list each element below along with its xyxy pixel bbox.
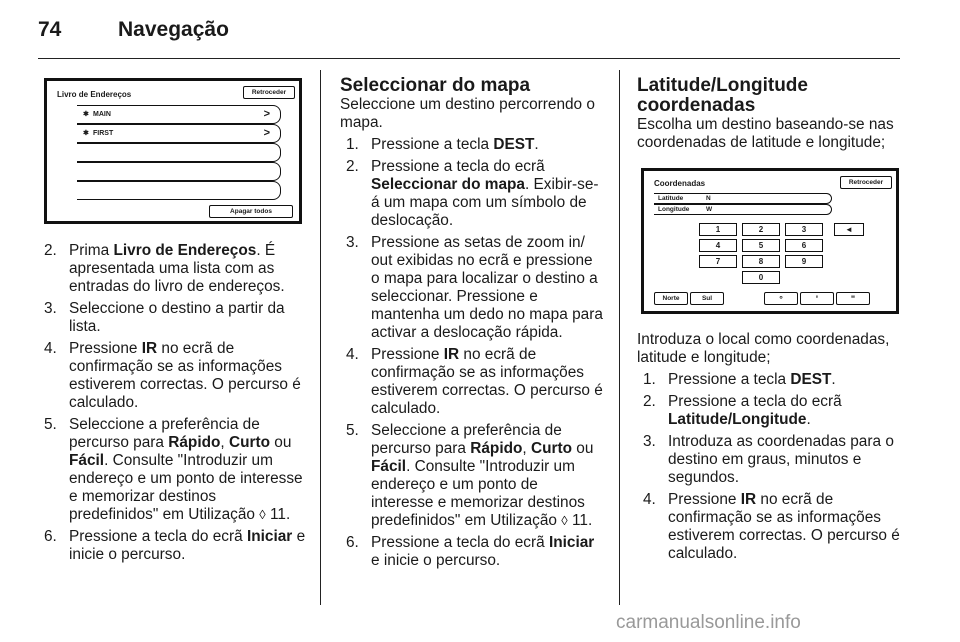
step-text: Introduza as coordenadas para o destino em graus, minutos e segundos. [668, 433, 894, 486]
step-text: Pressione [668, 491, 741, 508]
step-number: 4. [346, 346, 359, 363]
latitude-value: N [706, 195, 711, 202]
step-number: 1. [643, 371, 656, 388]
address-entry-empty[interactable] [77, 181, 281, 200]
bold-term: Rápido [168, 434, 221, 451]
bold-term: Iniciar [246, 528, 293, 545]
longitude-label: Longitude [658, 206, 690, 213]
step-item [346, 422, 604, 530]
step-number: 3. [346, 234, 359, 251]
step-item [643, 393, 907, 429]
step-text: Seleccione a preferência de percurso para [69, 416, 260, 451]
step-item [346, 346, 604, 418]
step-text: no ecrã de confirmação se as informações estiverem correctas. O percurso é calculado. [668, 491, 900, 562]
key-1[interactable]: 1 [699, 223, 737, 236]
right-steps-list [637, 371, 907, 563]
reference-arrow-icon: ◊ [561, 513, 568, 528]
address-entry-first[interactable] [77, 124, 281, 143]
bold-term: Latitude/Longitude [668, 411, 807, 428]
north-button[interactable]: Norte [654, 292, 688, 305]
reference-arrow-icon: ◊ [259, 507, 266, 522]
step-item [643, 371, 907, 389]
star-icon: ✱ [83, 111, 89, 118]
step-item [346, 158, 604, 230]
bold-term: DEST [493, 136, 535, 153]
step-number: 4. [44, 340, 57, 357]
step-item [44, 242, 306, 296]
step-text: Pressione a tecla do ecrã [371, 158, 545, 175]
right-column [637, 76, 907, 152]
page-number: 74 [38, 18, 62, 41]
step-text: . Exibir-se-á um mapa com um símbolo de deslocação. [371, 176, 599, 229]
bold-term: Fácil [69, 452, 105, 469]
step-item [643, 433, 907, 487]
step-number: 2. [44, 242, 57, 259]
address-entry-main[interactable] [77, 105, 281, 124]
key-9[interactable]: 9 [785, 255, 823, 268]
key-5[interactable]: 5 [742, 239, 780, 252]
watermark: carmanualsonline.info [616, 612, 801, 633]
step-text: Pressione a tecla [668, 371, 791, 388]
step-item [643, 491, 907, 563]
bold-term: IR [141, 340, 158, 357]
step-text: . [534, 136, 539, 153]
section-intro-2: Introduza o local como coordenadas, latitude e longitude; [637, 331, 890, 366]
step-text: Pressione a tecla do ecrã [371, 534, 549, 551]
chevron-right-icon: > [263, 127, 270, 139]
key-0[interactable]: 0 [742, 271, 780, 284]
section-intro: Escolha um destino baseando-se nas coordenadas de latitude e longitude; [637, 116, 894, 151]
section-intro: Seleccione um destino percorrendo o mapa. [340, 96, 595, 131]
step-text: no ecrã de confirmação se as informações estiverem correctas. O percurso é calculado. [69, 340, 301, 411]
step-number: 5. [44, 416, 57, 433]
step-number: 2. [346, 158, 359, 175]
column-divider-1 [320, 70, 321, 605]
step-text: . [831, 371, 836, 388]
step-text: Pressione a tecla do ecrã [668, 393, 842, 410]
bold-term: Livro de Endereços [113, 242, 257, 259]
step-text: . [806, 411, 811, 428]
step-text: ou [270, 434, 292, 451]
step-number: 3. [643, 433, 656, 450]
middle-column [340, 76, 604, 570]
bold-term: Seleccionar do mapa [371, 176, 525, 193]
step-text: e inicie o percurso. [371, 552, 501, 569]
bold-term: Curto [530, 440, 573, 457]
key-7[interactable]: 7 [699, 255, 737, 268]
step-item [44, 340, 306, 412]
key-3[interactable]: 3 [785, 223, 823, 236]
longitude-value: W [706, 206, 713, 213]
latitude-label: Latitude [658, 195, 684, 202]
step-text: , [220, 434, 229, 451]
degrees-button[interactable]: ° [764, 292, 798, 305]
step-item [44, 300, 306, 336]
left-steps-list [44, 242, 306, 564]
step-text: . É apresentada uma lista com as entradas do livro de endereços. [69, 242, 285, 295]
bold-term: IR [443, 346, 460, 363]
column-divider-2 [619, 70, 620, 605]
step-text: . Consulte "Introduzir um endereço e um ponto de interesse e memorizar destinos predefinidos" em Utilização [371, 458, 585, 529]
section-heading-line2: coordenadas [637, 95, 756, 116]
bold-term: DEST [790, 371, 832, 388]
step-number: 3. [44, 300, 57, 317]
key-8[interactable]: 8 [742, 255, 780, 268]
section-heading: Seleccionar do mapa [340, 75, 531, 96]
coordinates-screen [641, 168, 899, 314]
star-icon: ✱ [83, 130, 89, 137]
step-text: e inicie o percurso. [69, 528, 306, 563]
header-rule [38, 58, 900, 59]
screen-title: Coordenadas [654, 179, 706, 188]
address-book-screen [44, 78, 302, 224]
right-column-lower [637, 331, 907, 563]
bold-term: Iniciar [548, 534, 595, 551]
back-button[interactable]: Retroceder [840, 176, 892, 189]
key-4[interactable]: 4 [699, 239, 737, 252]
step-item [44, 416, 306, 524]
step-text: Seleccione a preferência de percurso para [371, 422, 562, 457]
backspace-key[interactable]: ◄ [834, 223, 864, 236]
step-number: 6. [44, 528, 57, 545]
step-text: , [522, 440, 531, 457]
delete-all-button[interactable]: Apagar todos [209, 205, 293, 218]
minutes-button[interactable]: ' [800, 292, 834, 305]
back-button[interactable]: Retroceder [243, 86, 295, 99]
entry-label: MAIN [93, 111, 111, 118]
step-item [44, 528, 306, 564]
middle-steps-list [340, 136, 604, 570]
step-item [346, 136, 604, 154]
step-text: 11. [265, 506, 291, 523]
seconds-button[interactable]: " [836, 292, 870, 305]
step-number: 1. [346, 136, 359, 153]
entry-label: FIRST [93, 130, 114, 137]
address-entry-empty[interactable] [77, 162, 281, 181]
step-text: Pressione as setas de zoom in/ out exibidas no ecrã e pressione o mapa para localizar o destino a seleccionar. Pressione e mantenha um dedo no mapa para activar a deslocação rápida. [371, 234, 603, 341]
step-text: Pressione [371, 346, 444, 363]
bold-term: IR [740, 491, 757, 508]
screen-title: Livro de Endereços [57, 90, 132, 99]
longitude-field[interactable] [654, 204, 832, 215]
chevron-right-icon: > [263, 108, 270, 120]
step-text: . Consulte "Introduzir um endereço e um ponto de interesse e memorizar destinos predefinidos" em Utilização [69, 452, 303, 523]
step-number: 4. [643, 491, 656, 508]
bold-term: Rápido [470, 440, 523, 457]
key-2[interactable]: 2 [742, 223, 780, 236]
step-item [346, 234, 604, 342]
latitude-field[interactable] [654, 193, 832, 204]
step-text: no ecrã de confirmação se as informações estiverem correctas. O percurso é calculado. [371, 346, 603, 417]
address-entry-empty[interactable] [77, 143, 281, 162]
bold-term: Curto [228, 434, 271, 451]
south-button[interactable]: Sul [690, 292, 724, 305]
step-text: 11. [567, 512, 593, 529]
step-text: Pressione a tecla [371, 136, 494, 153]
chapter-title: Navegação [118, 18, 229, 41]
step-text: Pressione [69, 340, 142, 357]
bold-term: Fácil [371, 458, 407, 475]
step-text: ou [572, 440, 594, 457]
section-heading: Latitude/Longitude [637, 75, 808, 96]
key-6[interactable]: 6 [785, 239, 823, 252]
step-text: Prima [69, 242, 114, 259]
left-column [44, 238, 306, 564]
step-number: 6. [346, 534, 359, 551]
step-number: 5. [346, 422, 359, 439]
step-text: Pressione a tecla do ecrã [69, 528, 247, 545]
step-text: Seleccione o destino a partir da lista. [69, 300, 285, 335]
step-number: 2. [643, 393, 656, 410]
step-item [346, 534, 604, 570]
